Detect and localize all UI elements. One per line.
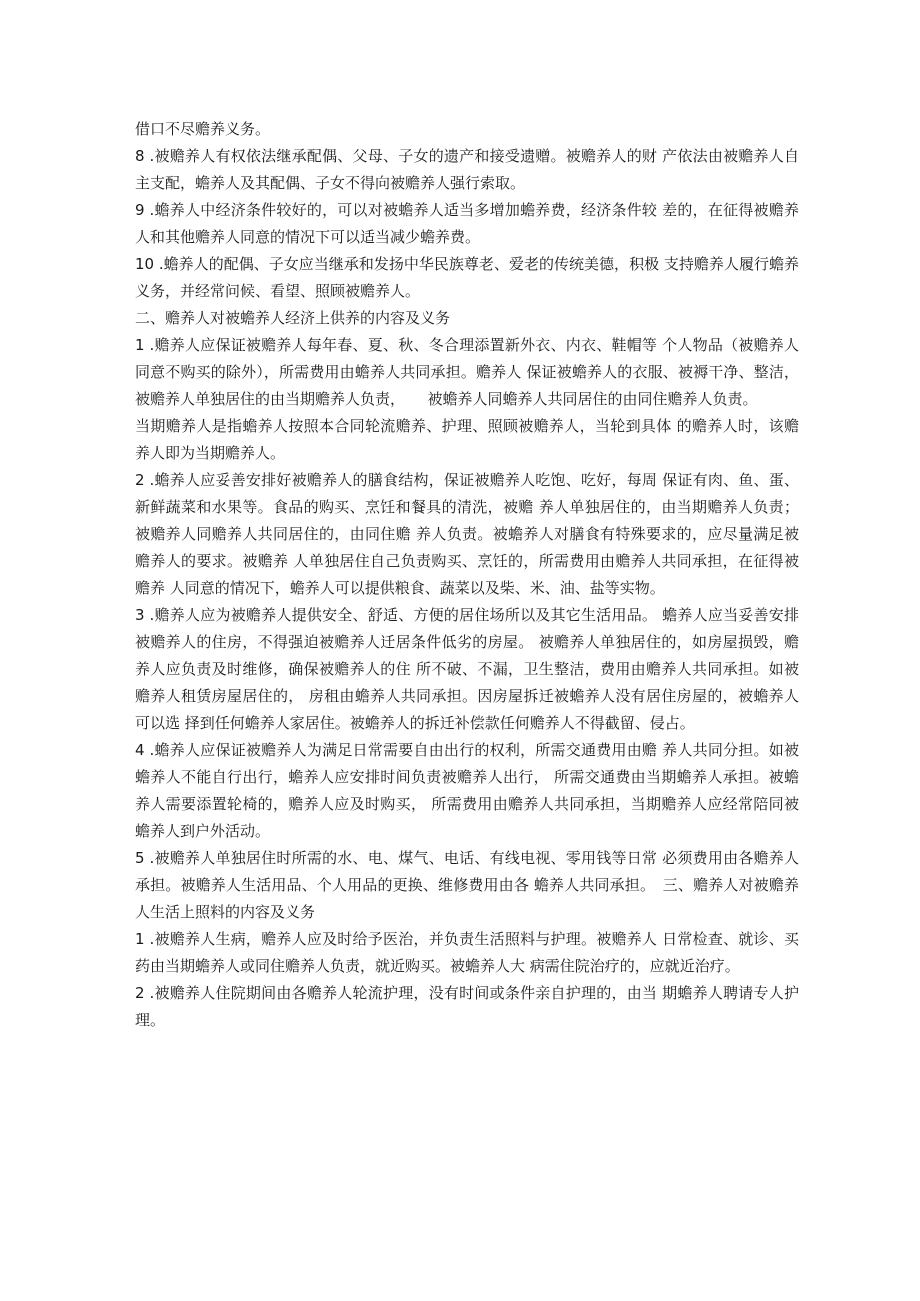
section-heading-2 <box>135 305 799 332</box>
paragraph-text: 10 .蟾养人的配偶、子女应当继承和发扬中华民族尊老、爱老的传统美德，积极 支持赡养人履行蟾养义务，并经常问候、看望、照顾被赡养人。 <box>135 255 799 300</box>
paragraph-text: 8 .被赡养人有权依法继承配偶、父母、子女的遗产和接受遗赠。被赡养人的财 产依法由被赡养人自主支配，蟾养人及其配偶、子女不得向被赡养人强行索取。 <box>135 147 799 192</box>
paragraph-item-8 <box>135 143 799 197</box>
paragraph-care-item-2 <box>135 980 799 1034</box>
paragraph-text: 3 .赡养人应为被赡养人提供安全、舒适、方便的居住场所以及其它生活用品。 蟾养人应当妥善安排被赡养人的住房，不得强迫被赡养人迁居条件低劣的房屋。 被赡养人单独居住的，如房屋损毁，赡养人应负责及时维修，确保被赡养人的住 所不破、不漏，卫生整洁，费用由赡养人共同承担。如被赡养人租赁房屋居住的， 房租由蟾养人共同承担。因房屋拆迁被蟾养人没有居住房屋的，被蟾养人可以选 择到任何蟾养人家居住。被蟾养人的拆迁补偿款任何赡养人不得截留、侵占。 <box>135 606 799 732</box>
paragraph-item-5 <box>135 845 799 926</box>
document-body <box>135 116 799 1034</box>
paragraph-text: 5 .被赡养人单独居住时所需的水、电、煤气、电话、有线电视、零用钱等日常 必须费用由各赡养人承担。被赡养人生活用品、个人用品的更换、维修费用由各 蟾养人共同承担。 三、赡养人对被赡养人生活上照料的内容及义务 <box>135 849 799 921</box>
paragraph-item-10 <box>135 251 799 305</box>
paragraph-care-item-1 <box>135 926 799 980</box>
paragraph-text: 1 .赡养人应保证被赡养人每年春、夏、秋、冬合理添置新外衣、内衣、鞋帽等 个人物品（被赡养人同意不购买的除外），所需费用由蟾养人共同承担。赡养人 保证被蟾养人的衣服、被褥干净、整洁，被赡养人单独居住的由当期赡养人负责， 被蟾养人同蟾养人共同居住的由同住赡养人负责。 <box>135 336 799 408</box>
paragraph-text: 2 .被赡养人住院期间由各赡养人轮流护理，没有时间或条件亲自护理的，由当 期蟾养人聘请专人护理。 <box>135 984 799 1029</box>
paragraph-item-3 <box>135 602 799 737</box>
paragraph-text: 当期赡养人是指蟾养人按照本合同轮流赡养、护理、照顾被赡养人，当轮到具体 的赡养人时，该赡养人即为当期赡养人。 <box>135 417 799 462</box>
heading-text: 二、赡养人对被蟾养人经济上供养的内容及义务 <box>135 309 451 327</box>
paragraph-continuation <box>135 116 799 143</box>
paragraph-text: 9 .蟾养人中经济条件较好的，可以对被蟾养人适当多增加蟾养费，经济条件较 差的，在征得被赡养人和其他赡养人同意的情况下可以适当减少蟾养费。 <box>135 201 799 246</box>
paragraph-item-4 <box>135 737 799 845</box>
paragraph-definition <box>135 413 799 467</box>
paragraph-text: 4 .蟾养人应保证被赡养人为满足日常需要自由出行的权利，所需交通费用由赡 养人共同分担。如被蟾养人不能自行出行，蟾养人应安排时间负责被赡养人出行， 所需交通费由当期蟾养人承担。被蟾养人需要添置轮椅的，赡养人应及时购买， 所需费用由赡养人共同承担，当期赡养人应经常陪同被蟾养人到户外活动。 <box>135 741 799 840</box>
paragraph-item-1 <box>135 332 799 413</box>
paragraph-text: 2 .蟾养人应妥善安排好被赡养人的膳食结构，保证被赡养人吃饱、吃好，每周 保证有肉、鱼、蛋、新鲜蔬菜和水果等。食品的购买、烹饪和餐具的清洗，被赡 养人单独居住的，由当期赡养人负责；被赡养人同赡养人共同居住的，由同住赡 养人负责。被蟾养人对膳食有特殊要求的，应尽量满足被赡养人的要求。被赡养 人单独居住自己负责购买、烹饪的，所需费用由赡养人共同承担，在征得被赡养 人同意的情况下，蟾养人可以提供粮食、蔬菜以及柴、米、油、盐等实物。 <box>135 471 799 597</box>
paragraph-item-9 <box>135 197 799 251</box>
paragraph-text: 借口不尽赡养义务。 <box>135 120 271 138</box>
paragraph-item-2 <box>135 467 799 602</box>
paragraph-text: 1 .被赡养人生病，赡养人应及时给予医治，并负责生活照料与护理。被赡养人 日常检查、就诊、买药由当期蟾养人或同住赡养人负责，就近购买。被蟾养人大 病需住院治疗的，应就近治疗。 <box>135 930 799 975</box>
